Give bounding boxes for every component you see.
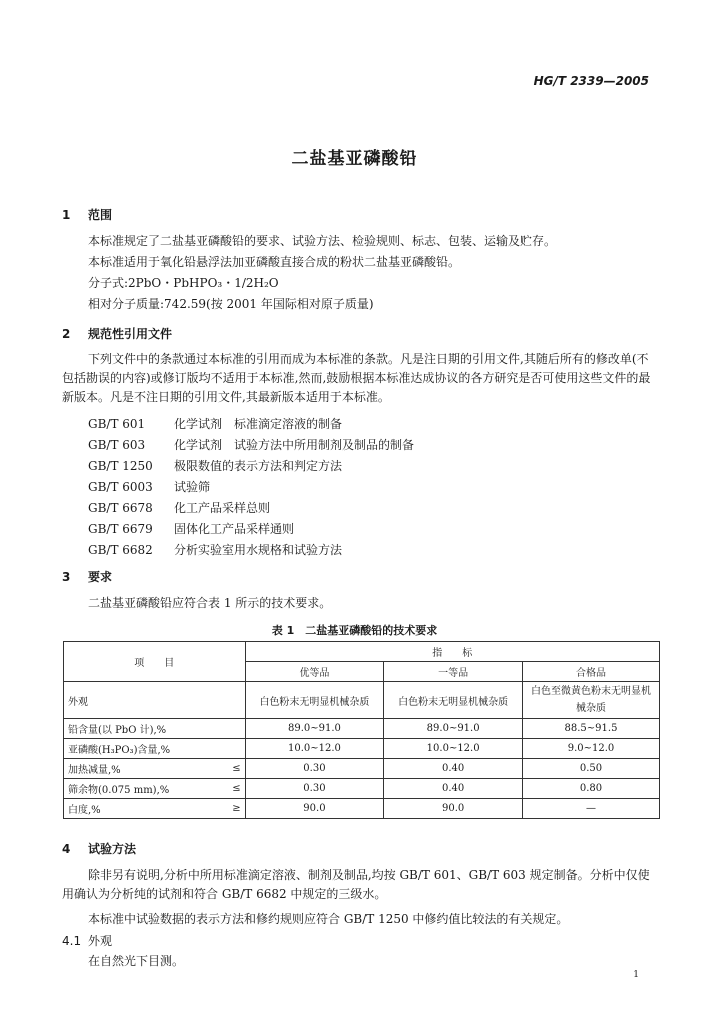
cell: 9.0~12.0 bbox=[523, 739, 660, 759]
paragraph: 二盐基亚磷酸铅应符合表 1 所示的技术要求。 bbox=[88, 596, 332, 610]
section-title: 规范性引用文件 bbox=[88, 327, 173, 341]
header-grade: 一等品 bbox=[384, 662, 523, 682]
reference-item bbox=[88, 499, 270, 518]
reference-code: GB/T 6003 bbox=[88, 480, 153, 494]
cell: 0.30 bbox=[245, 759, 384, 779]
cell: 90.0 bbox=[245, 799, 384, 819]
section-title: 范围 bbox=[88, 208, 113, 222]
cell: 0.40 bbox=[384, 759, 523, 779]
row-mark: ≤ bbox=[223, 759, 246, 779]
cell: 0.80 bbox=[523, 779, 660, 799]
reference-title: 化工产品采样总则 bbox=[174, 501, 271, 515]
header-item: 项 目 bbox=[64, 642, 246, 682]
row-item: 加热减量,% bbox=[64, 759, 223, 779]
reference-code: GB/T 6678 bbox=[88, 501, 153, 515]
section-title: 要求 bbox=[88, 570, 113, 584]
table-row bbox=[64, 682, 660, 719]
reference-title: 试验筛 bbox=[174, 480, 211, 494]
paragraph: 本标准适用于氧化铅悬浮法加亚磷酸直接合成的粉状二盐基亚磷酸铅。 bbox=[88, 255, 461, 269]
row-item: 筛余物(0.075 mm),% bbox=[64, 779, 223, 799]
cell: 10.0~12.0 bbox=[245, 739, 384, 759]
reference-code: GB/T 6682 bbox=[88, 543, 153, 557]
reference-item bbox=[88, 520, 294, 539]
reference-item bbox=[88, 541, 342, 560]
cell: 10.0~12.0 bbox=[384, 739, 523, 759]
section-title: 外观 bbox=[88, 934, 113, 948]
standard-number: HG/T 2339—2005 bbox=[533, 74, 649, 88]
cell: 0.30 bbox=[245, 779, 384, 799]
cell: 90.0 bbox=[384, 799, 523, 819]
page-number: 1 bbox=[633, 970, 639, 980]
header-grade: 合格品 bbox=[523, 662, 660, 682]
cell: 白色至微黄色粉末无明显机械杂质 bbox=[523, 682, 660, 719]
section-number: 4 bbox=[62, 842, 71, 856]
table-row bbox=[64, 739, 660, 759]
section-number: 2 bbox=[62, 327, 71, 341]
cell: 88.5~91.5 bbox=[523, 719, 660, 739]
paragraph: 下列文件中的条款通过本标准的引用而成为本标准的条款。凡是注日期的引用文件,其随后所有的修改单(不包括勘误的内容)或修订版均不适用于本标准,然而,鼓励根据本标准达成协议的各方研究是否可使用这些文件的最新版本。凡是不注日期的引用文件,其最新版本适用于本标准。 bbox=[62, 352, 651, 404]
row-item: 外观 bbox=[64, 682, 246, 719]
row-item: 亚磷酸(H₃PO₃)含量,% bbox=[64, 739, 246, 759]
table-row bbox=[64, 779, 660, 799]
section-3-heading bbox=[62, 568, 112, 585]
reference-item bbox=[88, 415, 342, 434]
reference-title: 固体化工产品采样通则 bbox=[174, 522, 295, 536]
section-number: 3 bbox=[62, 570, 71, 584]
table-caption: 表 1 二盐基亚磷酸铅的技术要求 bbox=[271, 624, 438, 637]
cell: 89.0~91.0 bbox=[245, 719, 384, 739]
section-2-heading bbox=[62, 325, 172, 342]
paragraph: 本标准中试验数据的表示方法和修约规则应符合 GB/T 1250 中修约值比较法的有关规定。 bbox=[88, 912, 569, 926]
cell: 白色粉末无明显机械杂质 bbox=[245, 682, 384, 719]
molecular-mass: 相对分子质量:742.59(按 2001 年国际相对原子质量) bbox=[88, 297, 374, 311]
reference-code: GB/T 1250 bbox=[88, 459, 153, 473]
row-item: 铅含量(以 PbO 计),% bbox=[64, 719, 246, 739]
section-number: 4.1 bbox=[62, 934, 82, 948]
header-grade: 优等品 bbox=[245, 662, 384, 682]
reference-title: 化学试剂 试验方法中所用制剂及制品的制备 bbox=[174, 438, 415, 452]
cell: — bbox=[523, 799, 660, 819]
subsection-4-1-heading bbox=[62, 932, 112, 949]
reference-code: GB/T 601 bbox=[88, 417, 146, 431]
section-title: 试验方法 bbox=[88, 842, 137, 856]
paragraph: 本标准规定了二盐基亚磷酸铅的要求、试验方法、检验规则、标志、包装、运输及贮存。 bbox=[88, 234, 557, 248]
reference-item bbox=[88, 478, 210, 497]
table-header-row bbox=[64, 642, 660, 662]
reference-title: 化学试剂 标准滴定溶液的制备 bbox=[174, 417, 343, 431]
table-row bbox=[64, 759, 660, 779]
molecular-formula: 分子式:2PbO・PbHPO₃・1/2H₂O bbox=[88, 276, 279, 290]
section-number: 1 bbox=[62, 208, 71, 222]
page-title: 二盐基亚磷酸铅 bbox=[291, 149, 418, 169]
reference-title: 分析实验室用水规格和试验方法 bbox=[174, 543, 343, 557]
reference-item bbox=[88, 457, 342, 476]
table-row bbox=[64, 719, 660, 739]
section-1-heading bbox=[62, 206, 112, 223]
reference-item bbox=[88, 436, 414, 455]
row-item: 白度,% bbox=[64, 799, 223, 819]
cell: 89.0~91.0 bbox=[384, 719, 523, 739]
paragraph: 在自然光下目测。 bbox=[88, 954, 185, 968]
reference-title: 极限数值的表示方法和判定方法 bbox=[174, 459, 343, 473]
paragraph: 除非另有说明,分析中所用标准滴定溶液、制剂及制品,均按 GB/T 601、GB/T 603 规定制备。分析中仅使用确认为分析纯的试剂和符合 GB/T 6682 中规定的三级水。 bbox=[62, 868, 650, 901]
cell: 白色粉末无明显机械杂质 bbox=[384, 682, 523, 719]
section-4-heading bbox=[62, 840, 136, 857]
reference-code: GB/T 6679 bbox=[88, 522, 153, 536]
row-mark: ≥ bbox=[223, 799, 246, 819]
cell: 0.40 bbox=[384, 779, 523, 799]
reference-code: GB/T 603 bbox=[88, 438, 146, 452]
table-row bbox=[64, 799, 660, 819]
row-mark: ≤ bbox=[223, 779, 246, 799]
header-index: 指 标 bbox=[245, 642, 659, 662]
cell: 0.50 bbox=[523, 759, 660, 779]
spec-table bbox=[63, 641, 660, 819]
